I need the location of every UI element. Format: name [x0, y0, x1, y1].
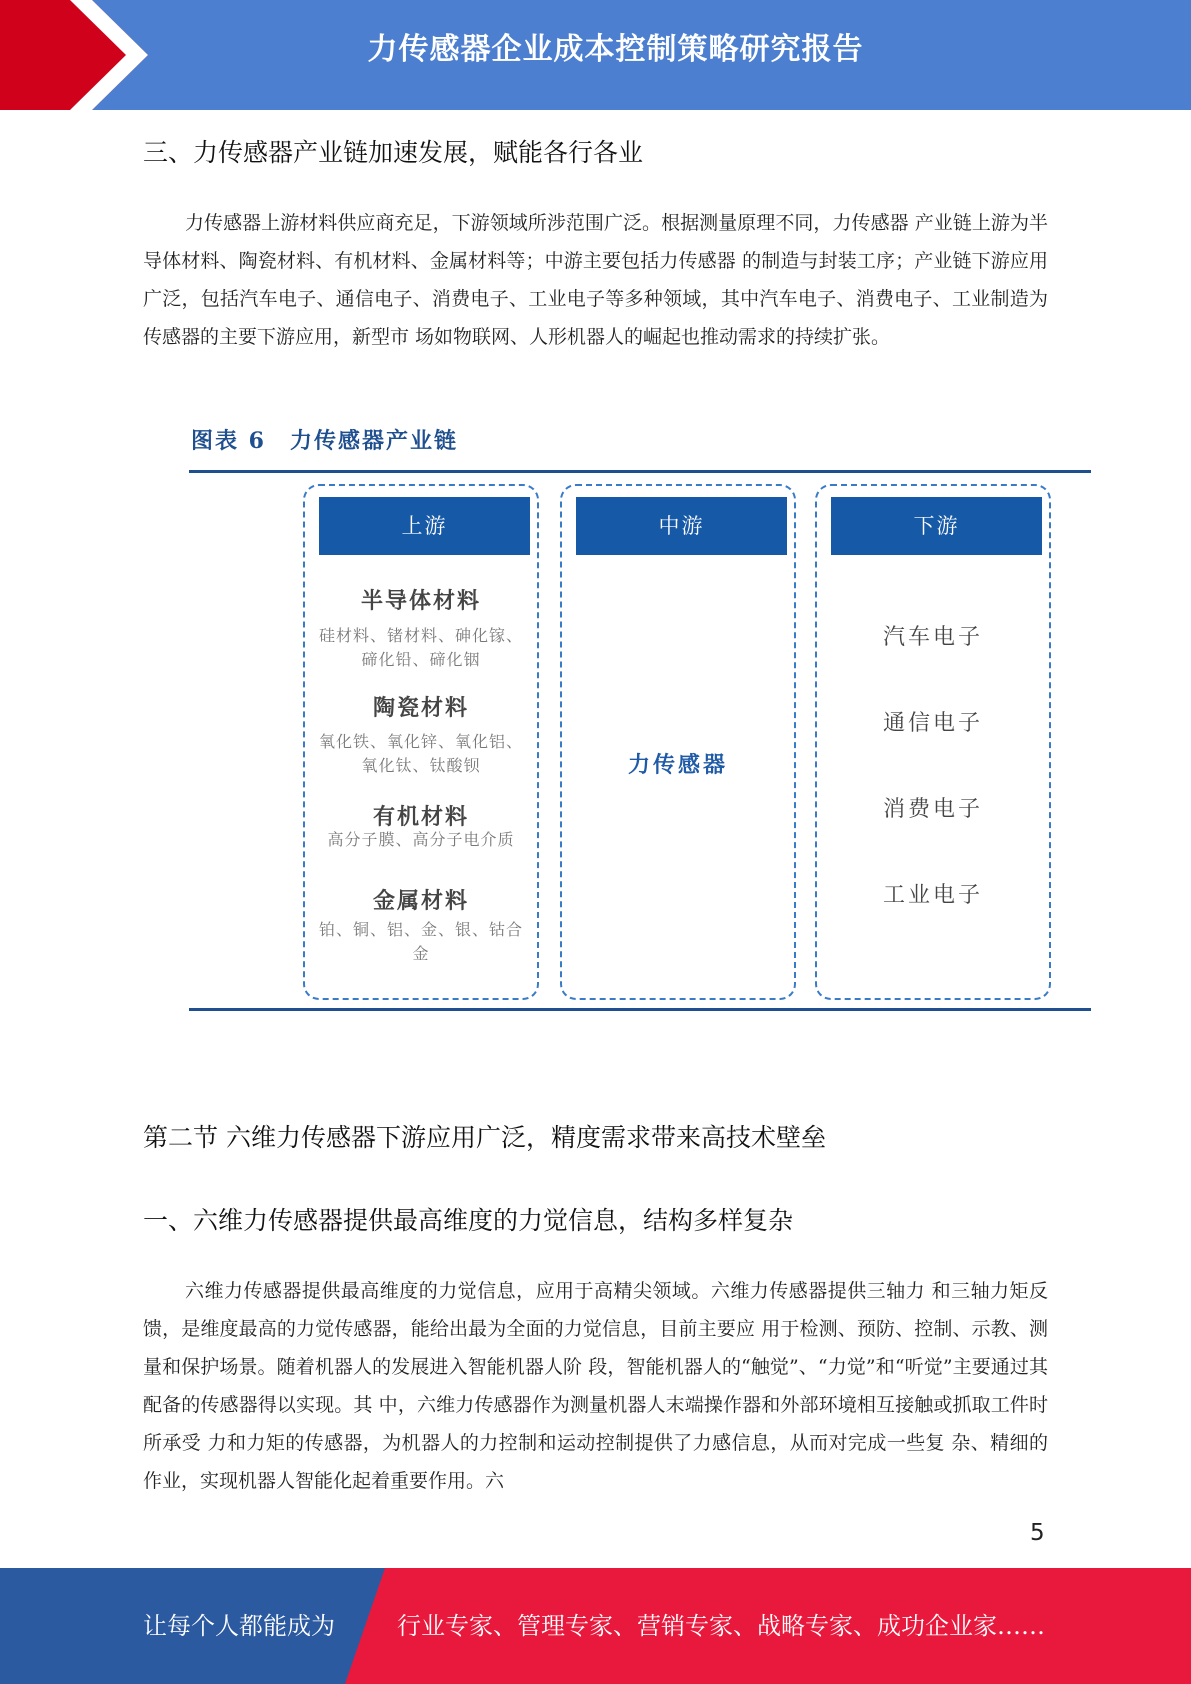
material-desc: 硅材料、锗材料、砷化镓、碲化铅、碲化铟	[318, 626, 523, 669]
material-name: 半导体材料	[360, 588, 481, 614]
downstream-item: 工业电子	[882, 883, 983, 908]
midstream-header: 中游	[576, 497, 787, 555]
paragraph-industry-chain: 力传感器上游材料供应商充足，下游领域所涉范围广泛。根据测量原理不同，力传感器 产业链上游为半导体材料、陶瓷材料、有机材料、金属材料等；中游主要包括力传感器 的制造与封装工序；产业链下游应用广泛，包括汽车电子、通信电子、消费电子、工业电子等多种领域，其中汽车电子、消费电子、工业制造为传感器的主要下游应用，新型市 场如物联网、人形机器人的崛起也推动需求的持续扩张。	[143, 212, 1048, 348]
downstream-item: 通信电子	[882, 711, 983, 736]
downstream-header: 下游	[831, 497, 1042, 555]
figure-bottom-rule	[189, 1008, 1091, 1011]
footer-slogan-left: 让每个人都能成为	[143, 1612, 335, 1640]
footer-slogan-right: 行业专家、管理专家、营销专家、战略专家、成功企业家……	[397, 1612, 1045, 1640]
section-heading-industry-chain: 三、力传感器产业链加速发展，赋能各行各业	[143, 138, 644, 167]
page-number: 5	[1030, 1520, 1045, 1546]
material-desc: 铂、铜、铝、金、银、钴合金	[318, 920, 523, 963]
upstream-header: 上游	[319, 497, 530, 555]
material-name: 有机材料	[372, 804, 469, 830]
material-name: 金属材料	[372, 888, 469, 914]
midstream-column	[560, 484, 796, 1000]
downstream-item: 消费电子	[882, 797, 983, 822]
material-desc: 氧化铁、氧化锌、氧化铝、氧化钛、钛酸钡	[318, 732, 523, 775]
midstream-label: 力传感器	[627, 752, 728, 778]
page-footer	[0, 1568, 1191, 1684]
material-desc: 高分子膜、高分子电介质	[327, 830, 515, 849]
figure-top-rule	[189, 470, 1091, 473]
material-name: 陶瓷材料	[372, 695, 469, 721]
upstream-column	[303, 484, 539, 1000]
header-title: 力传感器企业成本控制策略研究报告	[367, 32, 864, 67]
downstream-item: 汽车电子	[882, 625, 983, 650]
downstream-column	[815, 484, 1051, 1000]
page-header	[0, 0, 1191, 110]
paragraph-six-axis: 六维力传感器提供最高维度的力觉信息，应用于高精尖领域。六维力传感器提供三轴力 和三轴力矩反馈，是维度最高的力觉传感器，能给出最为全面的力觉信息，目前主要应 用于检测、预防、控制、示教、测量和保护场景。随着机器人的发展进入智能机器人阶 段，智能机器人的“触觉”、“力觉”和“听觉”主要通过其配备的传感器得以实现。其 中，六维力传感器作为测量机器人末端操作器和外部环境相互接触或抓取工件时所承受 力和力矩的传感器，为机器人的力控制和运动控制提供了力感信息，从而对完成一些复 杂、精细的作业，实现机器人智能化起着重要作用。六	[143, 1280, 1048, 1492]
figure-title: 图表 6 力传感器产业链	[191, 428, 458, 454]
section-heading-six-axis: 第二节 六维力传感器下游应用广泛，精度需求带来高技术壁垒	[143, 1123, 826, 1152]
subsection-heading-force-info: 一、六维力传感器提供最高维度的力觉信息，结构多样复杂	[143, 1206, 794, 1235]
